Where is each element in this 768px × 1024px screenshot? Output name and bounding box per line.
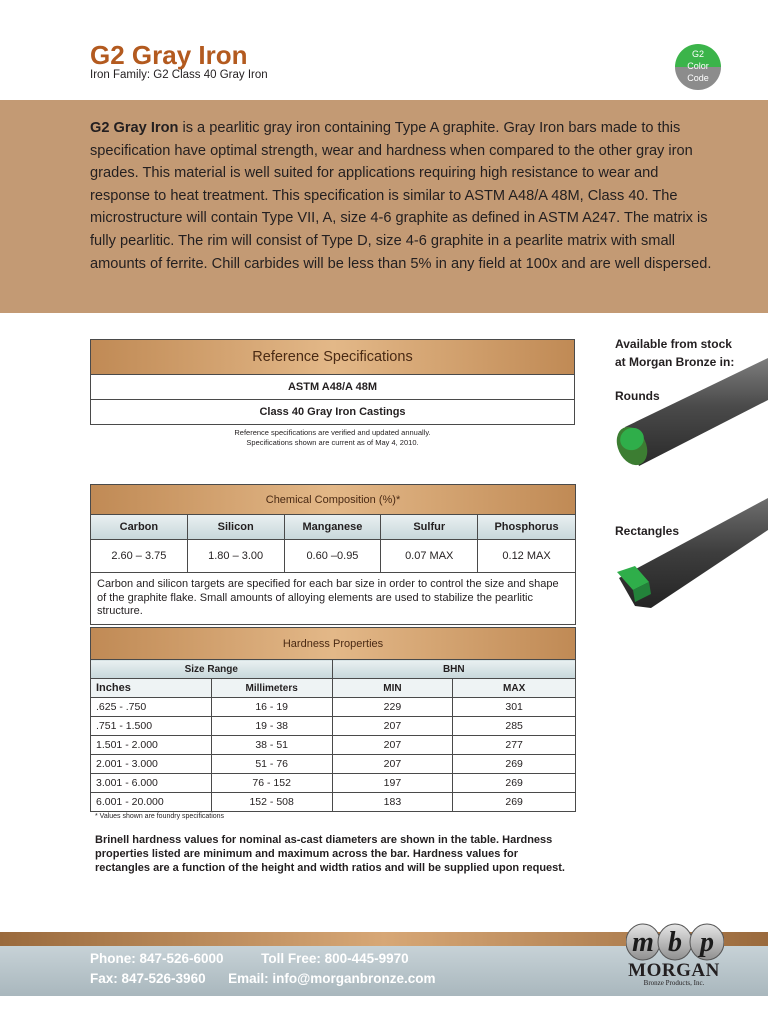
reference-title: Reference Specifications <box>91 340 575 375</box>
min-cell: 183 <box>332 793 453 812</box>
intro-panel <box>0 100 768 313</box>
intro-body: is a pearlitic gray iron containing Type A graphite. Gray Iron bars made to this specification have optimal strength, wear and hardness when compared to the other gray iron grades. This material is well suited for applications requiring high resistance to wear and response to heat treatment. This specification is similar to ASTM A48/A 48M, Class 40. The microstructure will contain Type VII, A, size 4-6 graphite as defined in ASTM A247. The matrix is fully pearlitic. The rim will consist of Type D, size 4-6 graphite in a pearlite matrix with small amounts of ferrite. Chill carbides will be less than 5% in any field at 100x and are well dispersed. <box>90 120 712 272</box>
bhn-header: BHN <box>332 660 575 679</box>
reference-note-2: Specifications shown are current as of May 4, 2010. <box>246 438 419 447</box>
chemical-title: Chemical Composition (%)* <box>91 485 576 515</box>
badge-line-3: Code <box>687 73 709 83</box>
badge-line-2: Color <box>687 61 709 71</box>
fax: Fax: 847-526-3960 <box>90 971 206 986</box>
column-header-manganese: Manganese <box>284 515 381 540</box>
hardness-properties-table <box>90 627 576 812</box>
foundry-note: * Values shown are foundry specifications <box>95 813 225 820</box>
intro-paragraph <box>90 117 720 275</box>
column-header-carbon: Carbon <box>91 515 188 540</box>
rounds-label: Rounds <box>615 389 660 403</box>
inches-cell: 3.001 - 6.000 <box>91 774 212 793</box>
logo-letter-p: p <box>700 927 714 958</box>
table-row <box>91 698 576 717</box>
value-carbon: 2.60 – 3.75 <box>91 540 188 573</box>
max-cell: 301 <box>453 698 576 717</box>
logo-letter-b: b <box>668 927 682 958</box>
stock-line-2: at Morgan Bronze in: <box>615 355 735 369</box>
logo-mark <box>626 922 724 962</box>
value-phosphorus: 0.12 MAX <box>478 540 576 573</box>
inches-cell: 1.501 - 2.000 <box>91 736 212 755</box>
min-cell: 207 <box>332 736 453 755</box>
stock-line-1: Available from stock <box>615 337 732 351</box>
max-header: MAX <box>453 679 576 698</box>
millimeters-cell: 16 - 19 <box>211 698 332 717</box>
inches-cell: 6.001 - 20.000 <box>91 793 212 812</box>
value-manganese: 0.60 –0.95 <box>284 540 381 573</box>
footer-line-2 <box>90 971 436 986</box>
reference-specifications-table <box>90 339 575 425</box>
morgan-logo <box>622 922 726 992</box>
max-cell: 285 <box>453 717 576 736</box>
table-row <box>91 717 576 736</box>
inches-header: Inches <box>91 679 212 698</box>
rectangle-bar-image <box>613 498 768 610</box>
max-cell: 269 <box>453 755 576 774</box>
toll-free: Toll Free: 800-445-9970 <box>261 951 409 966</box>
round-bar-image <box>613 355 768 470</box>
millimeters-cell: 19 - 38 <box>211 717 332 736</box>
value-silicon: 1.80 – 3.00 <box>187 540 284 573</box>
min-cell: 207 <box>332 717 453 736</box>
reference-note <box>90 428 575 448</box>
email-link[interactable]: Email: info@morganbronze.com <box>228 971 436 986</box>
column-header-sulfur: Sulfur <box>381 515 478 540</box>
column-header-phosphorus: Phosphorus <box>478 515 576 540</box>
page-title: G2 Gray Iron <box>90 40 248 70</box>
min-header: MIN <box>332 679 453 698</box>
table-row <box>91 774 576 793</box>
intro-lead: G2 Gray Iron <box>90 120 179 136</box>
millimeters-cell: 76 - 152 <box>211 774 332 793</box>
reference-note-1: Reference specifications are verified and updated annually. <box>234 428 431 437</box>
hardness-title: Hardness Properties <box>91 628 576 660</box>
phone: Phone: 847-526-6000 <box>90 951 224 966</box>
logo-letter-m: m <box>632 927 654 958</box>
badge-line-1: G2 <box>691 49 704 59</box>
min-cell: 207 <box>332 755 453 774</box>
min-cell: 197 <box>332 774 453 793</box>
inches-cell: .751 - 1.500 <box>91 717 212 736</box>
reference-row: ASTM A48/A 48M <box>91 375 575 400</box>
reference-row: Class 40 Gray Iron Castings <box>91 400 575 425</box>
value-sulfur: 0.07 MAX <box>381 540 478 573</box>
table-row <box>91 736 576 755</box>
color-code-badge <box>675 44 721 90</box>
logo-name: MORGAN <box>628 960 720 981</box>
column-header-silicon: Silicon <box>187 515 284 540</box>
footer-line-1 <box>90 951 409 966</box>
table-row <box>91 755 576 774</box>
inches-cell: .625 - .750 <box>91 698 212 717</box>
size-range-header: Size Range <box>91 660 333 679</box>
inches-cell: 2.001 - 3.000 <box>91 755 212 774</box>
millimeters-cell: 51 - 76 <box>211 755 332 774</box>
rectangles-label: Rectangles <box>615 524 680 538</box>
table-row <box>91 793 576 812</box>
min-cell: 229 <box>332 698 453 717</box>
millimeters-cell: 38 - 51 <box>211 736 332 755</box>
max-cell: 277 <box>453 736 576 755</box>
chemical-note: Carbon and silicon targets are specified for each bar size in order to control the size and shape of the graphite flake. Small amounts of alloying elements are used to stabilize the pearlitic structure. <box>91 573 576 625</box>
millimeters-header: Millimeters <box>211 679 332 698</box>
brinell-note: Brinell hardness values for nominal as-cast diameters are shown in the table. Hardness properties listed are minimum and maximum across the bar. Hardness values for rectangles are a function of the height and width ratios and will be supplied upon request. <box>95 834 565 874</box>
page-subtitle: Iron Family: G2 Class 40 Gray Iron <box>90 69 268 81</box>
chemical-composition-table <box>90 484 576 625</box>
max-cell: 269 <box>453 793 576 812</box>
max-cell: 269 <box>453 774 576 793</box>
logo-tagline: Bronze Products, Inc. <box>643 979 705 987</box>
millimeters-cell: 152 - 508 <box>211 793 332 812</box>
